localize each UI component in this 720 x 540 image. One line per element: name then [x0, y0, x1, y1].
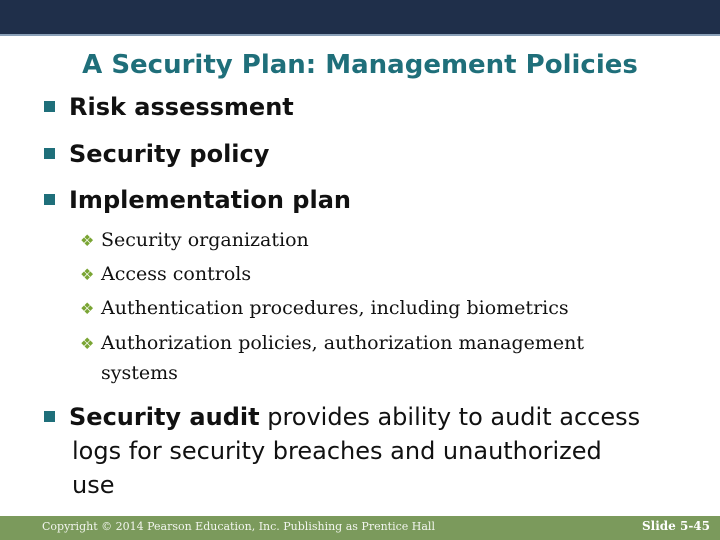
banner-icon-row [0, 2, 720, 32]
sub-bullet-text: Access controls [101, 263, 252, 285]
sub-bullet-text: Security organization [101, 229, 309, 251]
banner-divider [0, 34, 720, 36]
square-bullet-icon [44, 411, 55, 422]
audit-text: provides ability to audit access [259, 403, 641, 431]
sub-bullet-access-controls [80, 260, 251, 289]
diamond-bullet-icon: ❖ [80, 299, 95, 318]
bullet-security-policy [44, 139, 269, 169]
square-bullet-icon [44, 101, 55, 112]
square-bullet-icon [44, 194, 55, 205]
diamond-bullet-icon: ❖ [80, 231, 95, 250]
audit-text-line3: use [72, 471, 115, 499]
diamond-bullet-icon: ❖ [80, 265, 95, 284]
bullet-risk-assessment [44, 92, 294, 122]
bullet-implementation-plan [44, 185, 351, 215]
bullet-text: Implementation plan [69, 186, 351, 214]
decorative-icon-banner [0, 0, 720, 34]
sub-bullet-text: Authorization policies, authorization management [101, 332, 584, 354]
sub-bullet-authentication [80, 294, 569, 323]
diamond-bullet-icon: ❖ [80, 334, 95, 353]
bullet-text: Security policy [69, 140, 270, 168]
slide-number: Slide 5-45 [641, 519, 710, 533]
sub-bullet-text: systems [101, 362, 178, 384]
sub-bullet-authorization [80, 329, 584, 358]
sub-bullet-authorization-continued [101, 359, 178, 387]
square-bullet-icon [44, 148, 55, 159]
slide-title: A Security Plan: Management Policies [82, 50, 638, 80]
bullet-text: Risk assessment [69, 93, 294, 121]
sub-bullet-text: Authentication procedures, including biometrics [101, 297, 569, 319]
audit-bold-text: Security audit [69, 403, 260, 431]
audit-text-line2: logs for security breaches and unauthorized [72, 437, 602, 465]
sub-bullet-security-organization [80, 226, 309, 255]
footer-copyright: Copyright © 2014 Pearson Education, Inc. Publishing as Prentice Hall [42, 520, 435, 533]
bullet-security-audit [44, 400, 684, 502]
slide-footer [0, 516, 720, 540]
